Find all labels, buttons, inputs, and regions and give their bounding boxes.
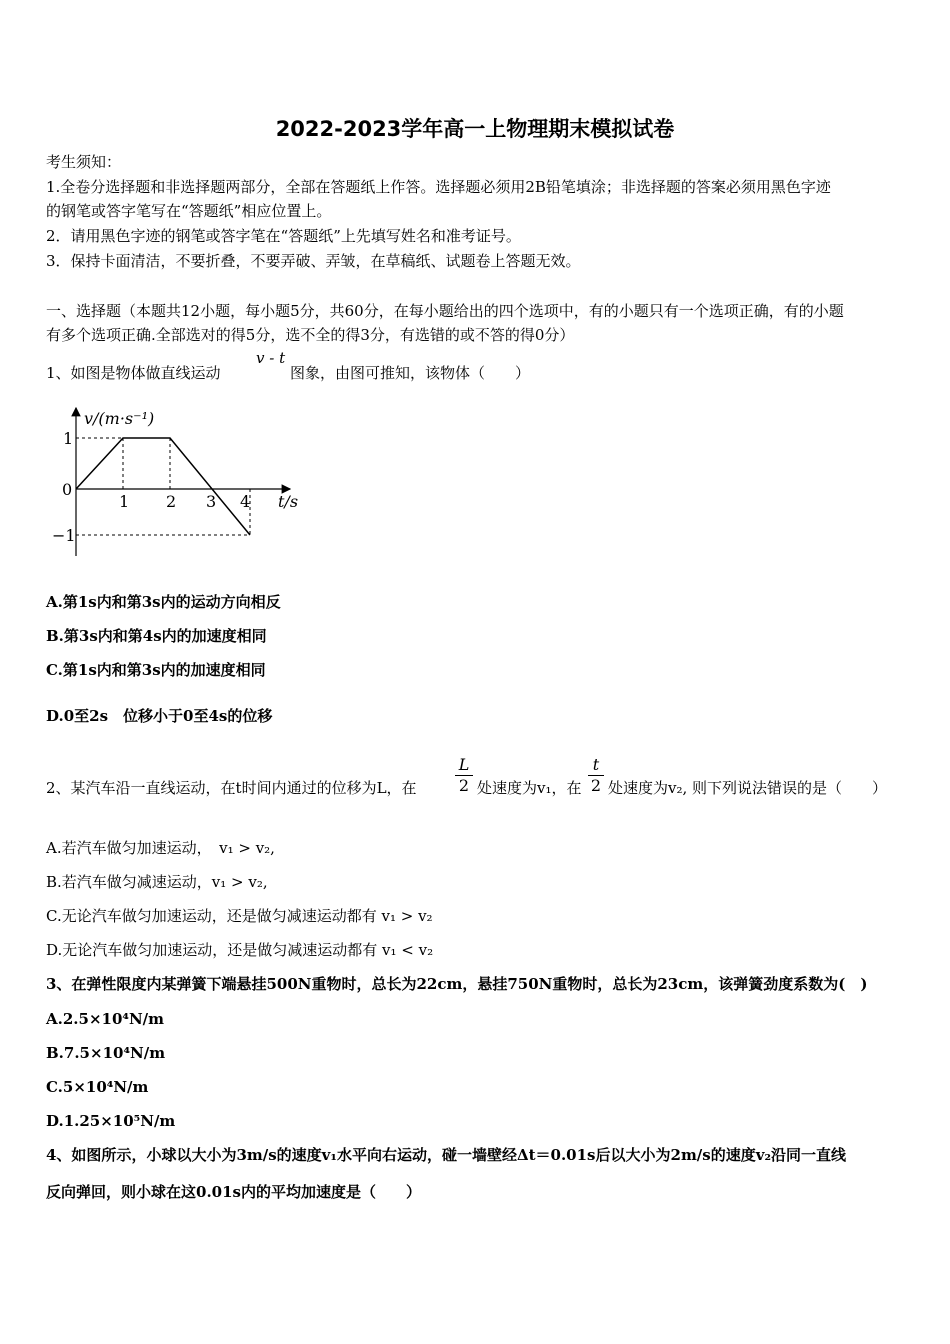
notice-line-1b: 的钢笔或答字笔写在“答题纸”相应位置上。 bbox=[46, 202, 332, 220]
q1-option-d: D.0至2s 位移小于0至4s的位移 bbox=[46, 707, 273, 725]
q3-option-b: B.7.5×10⁴N/m bbox=[46, 1044, 166, 1062]
q2-fraction-l2 bbox=[455, 756, 473, 795]
q1-stem-b: 图象，由图可推知，该物体（ ） bbox=[290, 364, 531, 382]
notice-line-3: 3．保持卡面清洁，不要折叠，不要弄破、弄皱，在草稿纸、试题卷上答题无效。 bbox=[46, 252, 581, 270]
xtick-1: 1 bbox=[119, 492, 130, 511]
ytick-0: 0 bbox=[62, 480, 73, 499]
q2-frac1-num: L bbox=[458, 755, 470, 774]
xtick-2: 2 bbox=[166, 492, 177, 511]
q2-stem-part3: 处速度为v₂, 则下列说法错误的是（ ） bbox=[608, 779, 888, 797]
q1-vt-symbol: v - t bbox=[256, 349, 286, 367]
q2-option-d: D.无论汽车做匀加速运动，还是做匀减速运动都有 v₁ < v₂ bbox=[46, 941, 434, 959]
vt-curve bbox=[76, 438, 250, 535]
section-instructions-2: 有多个选项正确.全部选对的得5分，选不全的得3分，有选错的或不答的得0分） bbox=[46, 326, 575, 344]
vt-graph bbox=[50, 398, 310, 568]
q1-option-b: B.第3s内和第4s内的加速度相同 bbox=[46, 627, 267, 645]
q1-option-a: A.第1s内和第3s内的运动方向相反 bbox=[46, 593, 281, 611]
xtick-4: 4 bbox=[240, 492, 251, 511]
section-instructions-1: 一、选择题（本题共12小题，每小题5分，共60分，在每小题给出的四个选项中，有的小题只有一个选项正确，有的小题 bbox=[46, 302, 844, 320]
x-axis-label: t/s bbox=[278, 492, 299, 511]
ytick-neg1: −1 bbox=[52, 526, 76, 545]
q1-option-c: C.第1s内和第3s内的加速度相同 bbox=[46, 661, 266, 679]
page-title: 2022-2023学年高一上物理期末模拟试卷 bbox=[275, 117, 675, 141]
q4-stem-line-2: 反向弹回，则小球在这0.01s内的平均加速度是（ ） bbox=[46, 1183, 421, 1201]
q3-stem: 3、在弹性限度内某弹簧下端悬挂500N重物时，总长为22cm，悬挂750N重物时，总长为23cm，该弹簧劲度系数为( ) bbox=[46, 975, 868, 993]
notice-heading: 考生须知： bbox=[46, 153, 122, 171]
q2-frac1-den: 2 bbox=[458, 776, 470, 795]
notice-line-1a: 1.全卷分选择题和非选择题两部分，全部在答题纸上作答。选择题必须用2B铅笔填涂；非选择题的答案必须用黑色字迹 bbox=[46, 178, 831, 196]
q2-fraction-t2 bbox=[588, 756, 604, 795]
q2-stem-part2: 处速度为v₁，在 bbox=[477, 779, 582, 797]
q2-frac2-num: t bbox=[592, 755, 600, 774]
ytick-1: 1 bbox=[63, 429, 74, 448]
q2-stem-part1: 2、某汽车沿一直线运动，在t时间内通过的位移为L，在 bbox=[46, 779, 417, 797]
xtick-3: 3 bbox=[206, 492, 217, 511]
q3-option-a: A.2.5×10⁴N/m bbox=[46, 1010, 165, 1028]
q2-option-a: A.若汽车做匀加速运动， v₁ > v₂, bbox=[46, 839, 275, 857]
q2-option-b: B.若汽车做匀减速运动，v₁ > v₂, bbox=[46, 873, 268, 891]
q3-option-d: D.1.25×10⁵N/m bbox=[46, 1112, 176, 1130]
q4-stem-line-1: 4、如图所示，小球以大小为3m/s的速度v₁水平向右运动，碰一墙壁经Δt＝0.01s后以大小为2m/s的速度v₂沿同一直线 bbox=[46, 1146, 847, 1164]
q1-stem-a: 1、如图是物体做直线运动 bbox=[46, 364, 221, 382]
q2-frac2-den: 2 bbox=[590, 776, 602, 795]
q2-option-c: C.无论汽车做匀加速运动，还是做匀减速运动都有 v₁ > v₂ bbox=[46, 907, 433, 925]
q3-option-c: C.5×10⁴N/m bbox=[46, 1078, 149, 1096]
y-axis-label: v/(m·s⁻¹) bbox=[84, 409, 155, 428]
notice-line-2: 2．请用黑色字迹的钢笔或答字笔在“答题纸”上先填写姓名和准考证号。 bbox=[46, 227, 521, 245]
